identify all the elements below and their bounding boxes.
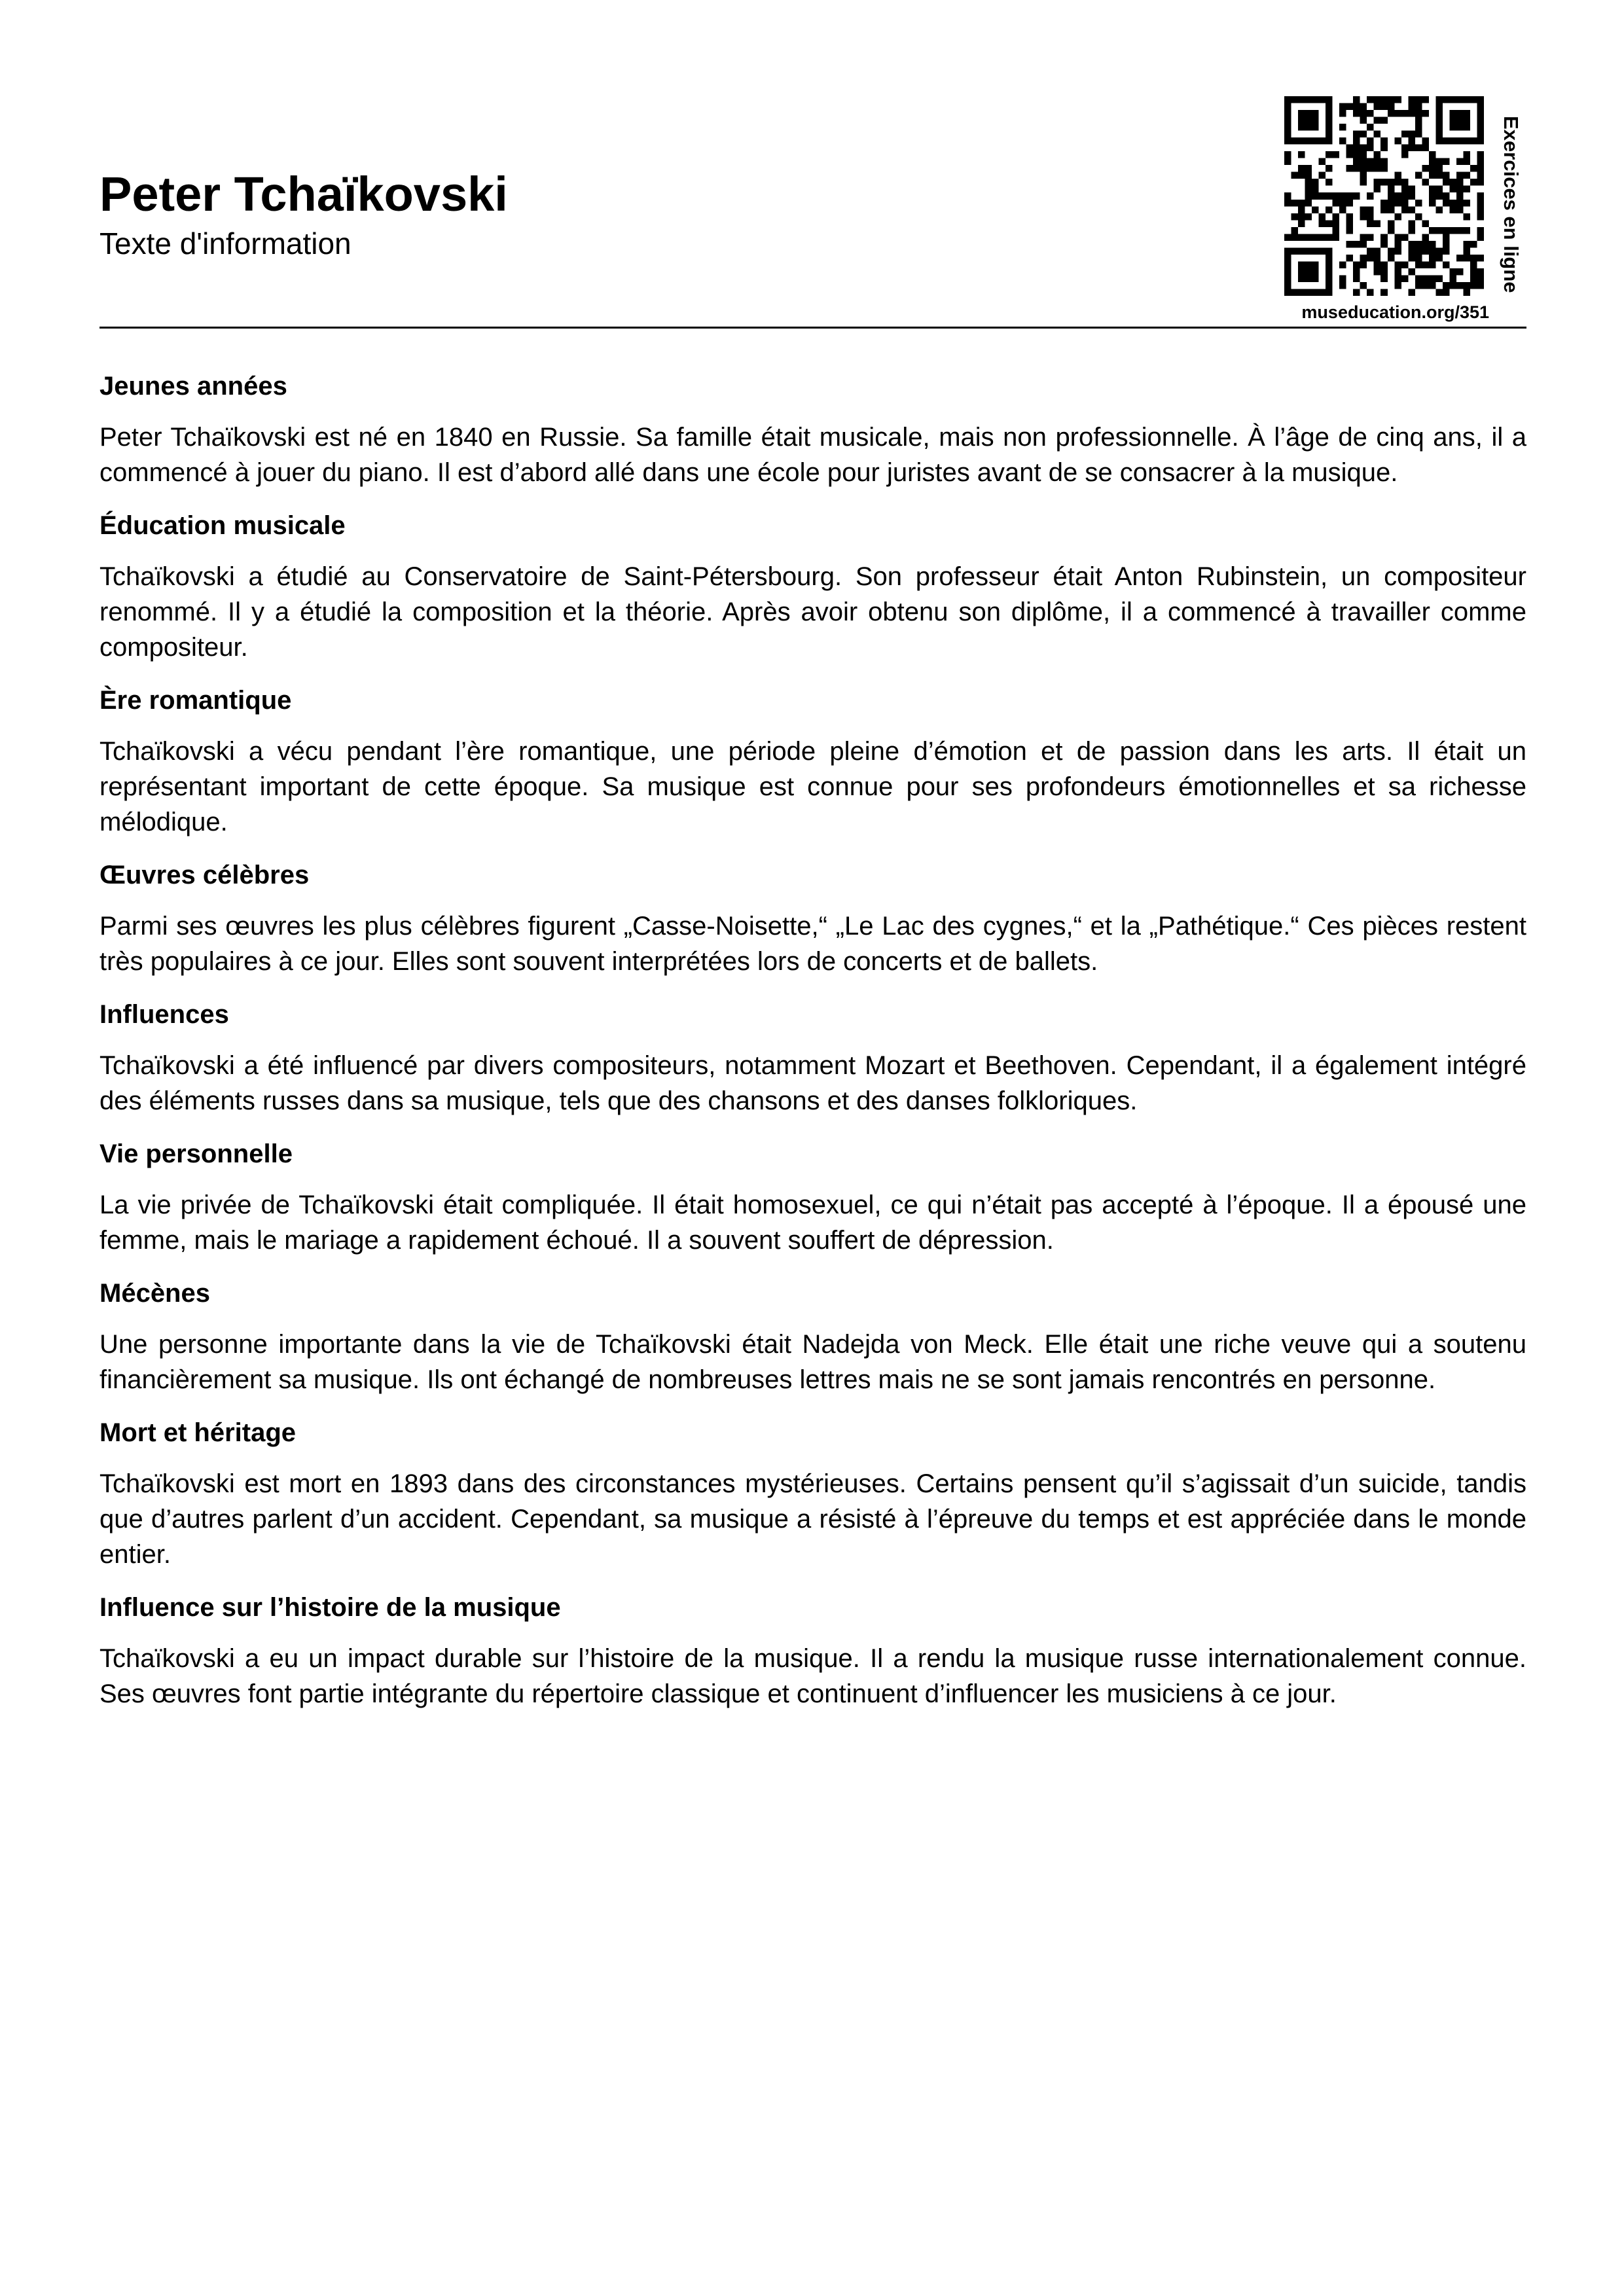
- section-heading: Jeunes années: [99, 372, 287, 401]
- section-influences: [99, 998, 1526, 1119]
- qr-url[interactable]: museducation.org/351: [1301, 302, 1489, 322]
- section-paragraph: Tchaïkovski est mort en 1893 dans des circonstances mystérieuses. Certains pensent qu’il s’agissait d’un suicide, tandis que d’autres parlent d’un accident. Cependant, sa musique a résisté à l’épreuve du temps et est appréciée dans le monde entier.: [99, 1469, 1526, 1569]
- section-paragraph: La vie privée de Tchaïkovski était compliquée. Il était homosexuel, ce qui n’était pas accepté à l’époque. Il a épousé une femme, mais le mariage a rapidement échoué. Il a souvent souffert de dépression.: [99, 1191, 1526, 1255]
- section-romantic-era: [99, 684, 1526, 840]
- document-header: [99, 0, 1526, 331]
- document-body: [99, 370, 1526, 1731]
- section-paragraph: Tchaïkovski a été influencé par divers compositeurs, notamment Mozart et Beethoven. Cependant, il a également intégré des éléments russes dans sa musique, tels que des chansons et des danses folkloriques.: [99, 1051, 1526, 1115]
- section-heading: Œuvres célèbres: [99, 861, 310, 889]
- document-title: Peter Tchaïkovski: [99, 167, 508, 221]
- document-subtitle: Texte d'information: [99, 226, 352, 260]
- section-musical-education: [99, 509, 1526, 665]
- section-paragraph: Peter Tchaïkovski est né en 1840 en Russie. Sa famille était musicale, mais non professionnelle. À l’âge de cinq ans, il a commencé à jouer du piano. Il est d’abord allé dans une école pour juristes avant de se consacrer à la musique.: [99, 423, 1526, 487]
- section-paragraph: Parmi ses œuvres les plus célèbres figurent „Casse-Noisette,“ „Le Lac des cygnes,“ et la „Pathétique.“ Ces pièces restent très populaires à ce jour. Elles sont souvent interprétées lors de concerts et de ballets.: [99, 912, 1526, 976]
- online-exercises-label: Exercices en ligne: [1500, 116, 1523, 293]
- qr-code-icon[interactable]: [1284, 96, 1484, 296]
- section-death-and-legacy: [99, 1416, 1526, 1572]
- section-influence-on-music-history: [99, 1591, 1526, 1712]
- section-paragraph: Tchaïkovski a eu un impact durable sur l’histoire de la musique. Il a rendu la musique russe internationalement connue. Ses œuvres font partie intégrante du répertoire classique et continuent d’influencer les musiciens à ce jour.: [99, 1644, 1526, 1708]
- section-paragraph: Une personne importante dans la vie de Tchaïkovski était Nadejda von Meck. Elle était une riche veuve qui a soutenu financièrement sa musique. Ils ont échangé de nombreuses lettres mais ne se sont jamais rencontrés en personne.: [99, 1330, 1526, 1394]
- qr-block[interactable]: [1281, 93, 1490, 325]
- section-heading: Mécènes: [99, 1279, 210, 1308]
- section-paragraph: Tchaïkovski a étudié au Conservatoire de Saint-Pétersbourg. Son professeur était Anton Rubinstein, un compositeur renommé. Il y a étudié la composition et la théorie. Après avoir obtenu son diplôme, il a commencé à travailler comme compositeur.: [99, 562, 1526, 662]
- section-patrons: [99, 1277, 1526, 1397]
- section-heading: Mort et héritage: [99, 1418, 297, 1447]
- section-personal-life: [99, 1138, 1526, 1258]
- section-heading: Ère romantique: [99, 686, 292, 715]
- section-heading: Influence sur l’histoire de la musique: [99, 1593, 561, 1622]
- section-heading: Éducation musicale: [99, 511, 346, 540]
- section-heading: Vie personnelle: [99, 1139, 293, 1168]
- section-famous-works: [99, 859, 1526, 979]
- section-paragraph: Tchaïkovski a vécu pendant l’ère romantique, une période pleine d’émotion et de passion dans les arts. Il était un représentant important de cette époque. Sa musique est connue pour ses profondeurs émotionnelles et sa richesse mélodique.: [99, 737, 1526, 836]
- section-early-years: [99, 370, 1526, 490]
- section-heading: Influences: [99, 1000, 229, 1029]
- header-divider: [99, 327, 1526, 329]
